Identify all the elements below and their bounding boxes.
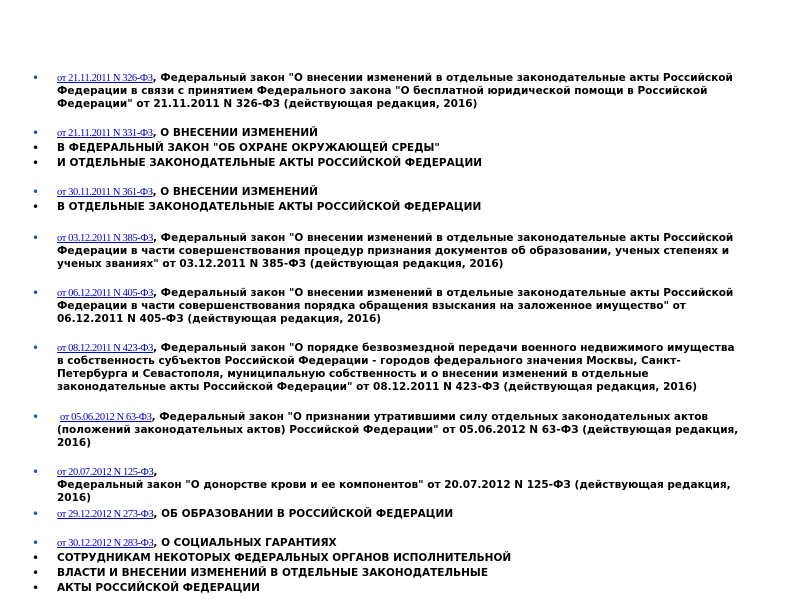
- entry-text: В ФЕДЕРАЛЬНЫЙ ЗАКОН "ОБ ОХРАНЕ ОКРУЖАЮЩЕЙ СРЕДЫ": [57, 142, 440, 154]
- entry-line: [32, 567, 762, 580]
- entry-line: Федерации в части совершенствования процедур признания документов об образовании, ученых степенях и: [57, 245, 730, 257]
- entry-text: АКТЫ РОССИЙСКОЙ ФЕДЕРАЦИИ: [57, 582, 260, 594]
- bullet-icon: •: [32, 410, 40, 424]
- bullet-icon: •: [32, 156, 40, 170]
- entry-text: , Федеральный закон "О признании утратившими силу отдельных законодательных актов: [151, 411, 709, 423]
- entry-line: 06.12.2011 N 405-ФЗ (действующая редакция, 2016): [57, 313, 382, 325]
- bullet-icon: •: [32, 185, 40, 199]
- entry-text: ВЛАСТИ И ВНЕСЕНИИ ИЗМЕНЕНИЙ В ОТДЕЛЬНЫЕ ЗАКОНОДАТЕЛЬНЫЕ: [57, 567, 488, 579]
- entry-line: [32, 72, 762, 85]
- entry-line: Федеральный закон "О донорстве крови и ее компонентов" от 20.07.2012 N 125-ФЗ (действующая редакция,: [57, 479, 731, 491]
- law-link-63[interactable]: от 05.06.2012 N 63-ФЗ: [60, 412, 152, 423]
- entry-line: (положений законодательных актов) Российской Федерации" от 05.06.2012 N 63-ФЗ (действующая редакция,: [57, 424, 739, 436]
- bullet-icon: •: [32, 465, 40, 479]
- entry-line: [32, 201, 762, 214]
- entry-line: 2016): [57, 437, 92, 449]
- bullet-icon: •: [32, 341, 40, 355]
- entry-line: [32, 582, 762, 595]
- bullet-icon: •: [32, 581, 40, 595]
- entry-line: Петербурга и Севастополя, муниципальную собственность и о внесении изменений в отдельные: [57, 368, 649, 380]
- entry-line: [32, 411, 762, 424]
- entry-line: [32, 508, 762, 521]
- entry-text: , Федеральный закон "О внесении изменений в отдельные законодательные акты Российской: [153, 287, 734, 299]
- entry-line: в собственность субъектов Российской Федерации - городов федерального значения Москвы, Санкт-: [57, 355, 681, 367]
- entry-text: , Федеральный закон "О внесении изменений в отдельные законодательные акты Российской: [152, 72, 733, 84]
- bullet-icon: •: [32, 126, 40, 140]
- bullet-icon: •: [32, 286, 40, 300]
- bullet-icon: •: [32, 551, 40, 565]
- list-item-273: [32, 508, 762, 521]
- list-item-385: [32, 232, 762, 271]
- entry-text: , О ВНЕСЕНИИ ИЗМЕНЕНИЙ: [152, 186, 318, 198]
- entry-text: , О ВНЕСЕНИИ ИЗМЕНЕНИЙ: [152, 127, 318, 139]
- bullet-icon: •: [32, 231, 40, 245]
- law-link-283[interactable]: от 30.12.2012 N 283-ФЗ: [57, 538, 154, 549]
- entry-line: [32, 287, 762, 300]
- law-link-331[interactable]: от 21.11.2011 N 331-ФЗ: [57, 128, 153, 139]
- bullet-icon: •: [32, 71, 40, 85]
- entry-text: И ОТДЕЛЬНЫЕ ЗАКОНОДАТЕЛЬНЫЕ АКТЫ РОССИЙСКОЙ ФЕДЕРАЦИИ: [57, 157, 483, 169]
- list-item-125: [32, 466, 762, 505]
- list-item-405: [32, 287, 762, 326]
- entry-line: [32, 232, 762, 245]
- entry-line: [32, 342, 762, 355]
- law-link-423[interactable]: от 08.12.2011 N 423-ФЗ: [57, 343, 154, 354]
- entry-line: [32, 127, 762, 140]
- entry-text: СОТРУДНИКАМ НЕКОТОРЫХ ФЕДЕРАЛЬНЫХ ОРГАНОВ ИСПОЛНИТЕЛЬНОЙ: [57, 552, 512, 564]
- entry-text: , О СОЦИАЛЬНЫХ ГАРАНТИЯХ: [153, 537, 337, 549]
- list-item-326: [32, 72, 762, 111]
- entry-line: Федерации" от 21.11.2011 N 326-ФЗ (действующая редакция, 2016): [57, 98, 478, 110]
- entry-line: [32, 466, 762, 479]
- entry-text: , Федеральный закон "О внесении изменений в отдельные законодательные акты Российской: [153, 232, 734, 244]
- entry-line: [32, 552, 762, 565]
- entry-line: [32, 142, 762, 155]
- entry-line: 2016): [57, 492, 92, 504]
- entry-line: [32, 186, 762, 199]
- entry-line: [32, 537, 762, 550]
- list-item-423: [32, 342, 762, 394]
- bullet-icon: •: [32, 507, 40, 521]
- bullet-icon: •: [32, 200, 40, 214]
- law-link-125[interactable]: от 20.07.2012 N 125-ФЗ: [57, 467, 154, 478]
- bullet-icon: •: [32, 566, 40, 580]
- list-item-361: [32, 186, 762, 214]
- entry-text: , ОБ ОБРАЗОВАНИИ В РОССИЙСКОЙ ФЕДЕРАЦИИ: [153, 508, 454, 520]
- law-link-385[interactable]: от 03.12.2011 N 385-ФЗ: [57, 233, 154, 244]
- list-item-63: [32, 411, 762, 450]
- entry-line: Федерации в части совершенствования порядка обращения взыскания на заложенное имущество" от: [57, 300, 686, 312]
- bullet-icon: •: [32, 141, 40, 155]
- list-item-331: [32, 127, 762, 170]
- entry-line: ученых званиях" от 03.12.2011 N 385-ФЗ (действующая редакция, 2016): [57, 258, 504, 270]
- bullet-icon: •: [32, 536, 40, 550]
- entry-line: законодательные акты Российской Федерации" от 08.12.2011 N 423-ФЗ (действующая редакция, 2016): [57, 381, 698, 393]
- entry-text: В ОТДЕЛЬНЫЕ ЗАКОНОДАТЕЛЬНЫЕ АКТЫ РОССИЙСКОЙ ФЕДЕРАЦИИ: [57, 201, 482, 213]
- list-item-283: [32, 537, 762, 595]
- law-link-273[interactable]: от 29.12.2012 N 273-ФЗ: [57, 509, 154, 520]
- law-link-405[interactable]: от 06.12.2011 N 405-ФЗ: [57, 288, 154, 299]
- entry-text: ,: [153, 466, 158, 478]
- entry-line: Федерации в связи с принятием Федерального закона "О бесплатной юридической помощи в Российской: [57, 85, 708, 97]
- law-link-361[interactable]: от 30.11.2011 N 361-ФЗ: [57, 187, 153, 198]
- entry-line: [32, 157, 762, 170]
- entry-text: , Федеральный закон "О порядке безвозмездной передачи военного недвижимого имущества: [153, 342, 735, 354]
- law-link-326[interactable]: от 21.11.2011 N 326-ФЗ: [57, 73, 153, 84]
